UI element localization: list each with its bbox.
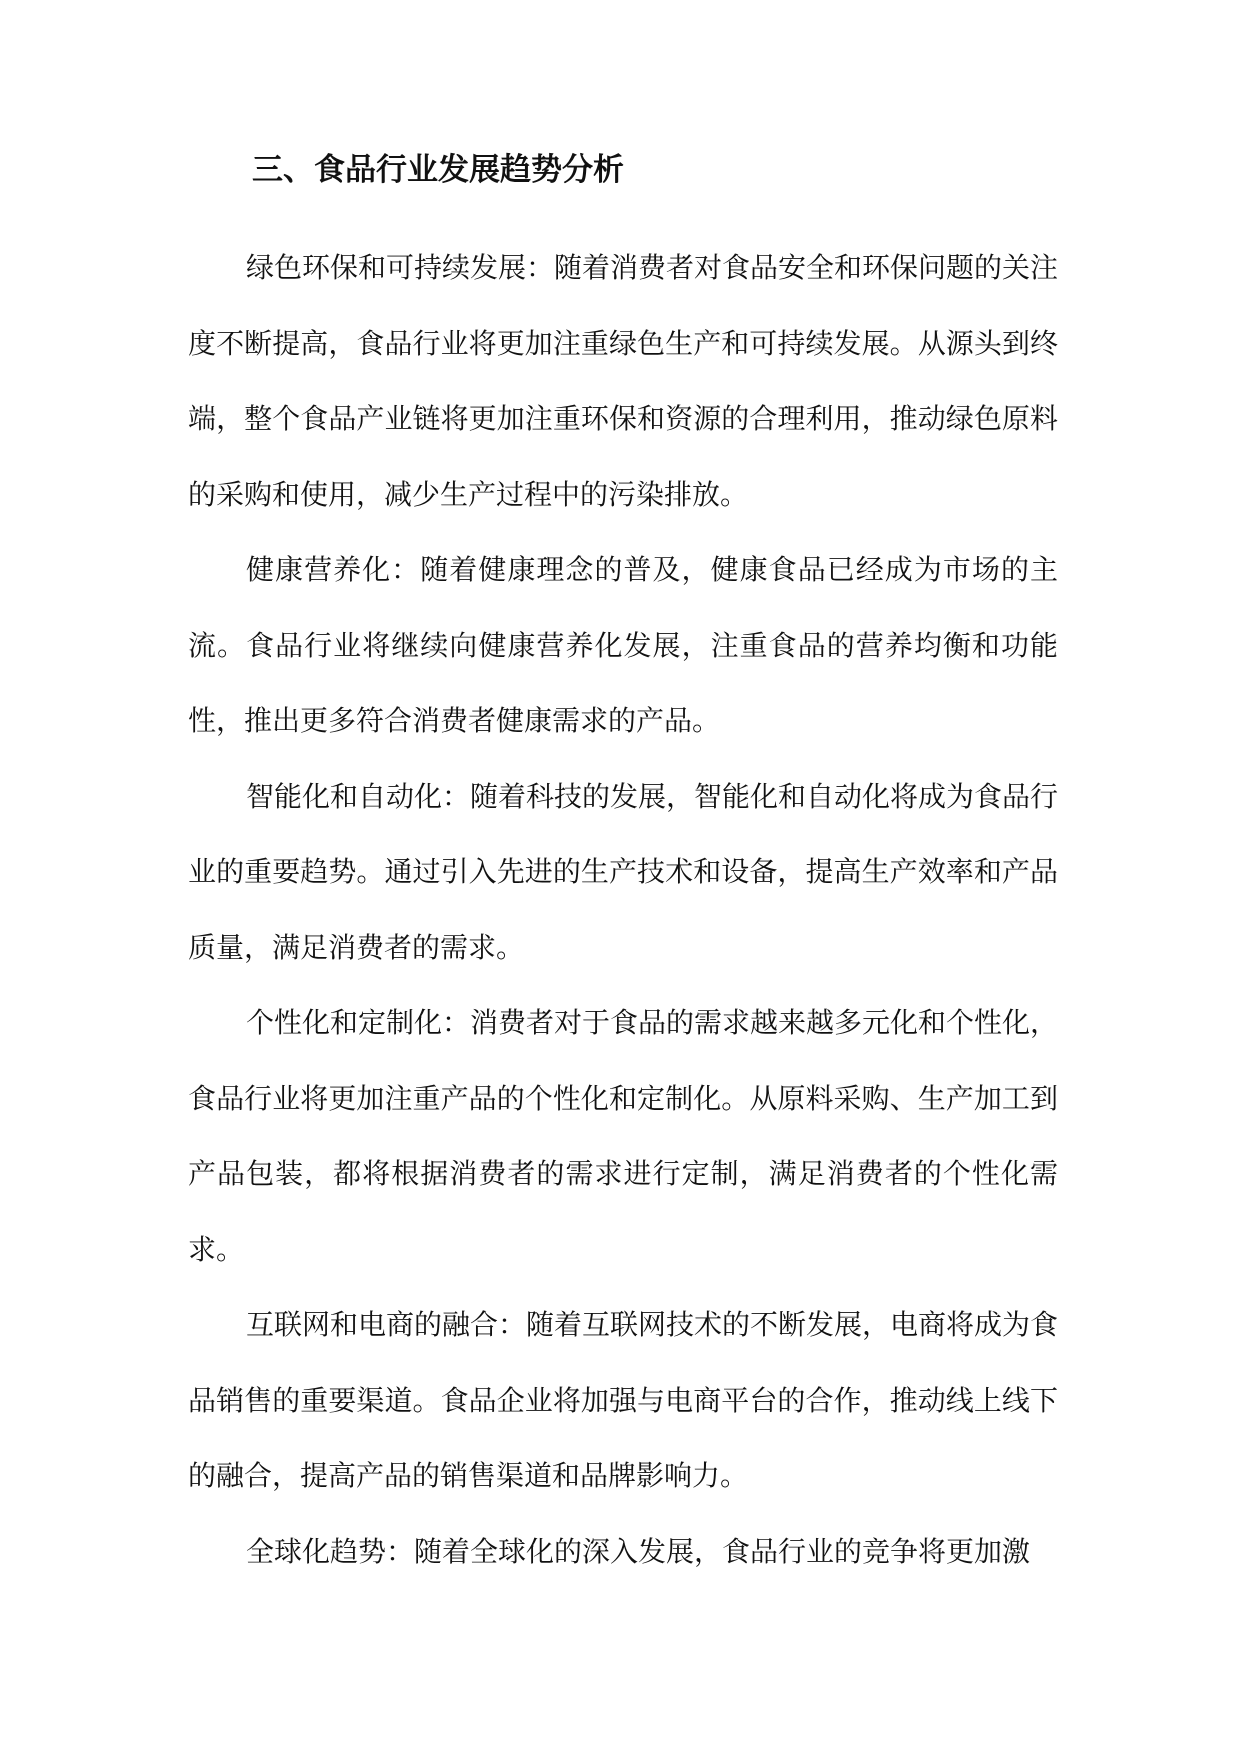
paragraph-personalization: 个性化和定制化：消费者对于食品的需求越来越多元化和个性化，食品行业将更加注重产品的个性化和定制化。从原料采购、生产加工到产品包装，都将根据消费者的需求进行定制，满足消费者的个性化需求。 (188, 1006, 1059, 1266)
paragraph-green-sustainability: 绿色环保和可持续发展：随着消费者对食品安全和环保问题的关注度不断提高，食品行业将更加注重绿色生产和可持续发展。从源头到终端，整个食品产业链将更加注重环保和资源的合理利用，推动绿色原料的采购和使用，减少生产过程中的污染排放。 (188, 251, 1059, 511)
paragraph-health-nutrition: 健康营养化：随着健康理念的普及，健康食品已经成为市场的主流。食品行业将继续向健康营养化发展，注重食品的营养均衡和功能性，推出更多符合消费者健康需求的产品。 (188, 553, 1058, 737)
section-title: 三、食品行业发展趋势分析 (252, 152, 624, 188)
paragraph-globalization: 全球化趋势：随着全球化的深入发展，食品行业的竞争将更加激 (246, 1534, 1031, 1568)
document-body (188, 230, 1058, 1589)
paragraph-internet-ecommerce: 互联网和电商的融合：随着互联网技术的不断发展，电商将成为食品销售的重要渠道。食品企业将加强与电商平台的合作，推动线上线下的融合，提高产品的销售渠道和品牌影响力。 (188, 1308, 1059, 1492)
paragraph-smart-automation: 智能化和自动化：随着科技的发展，智能化和自动化将成为食品行业的重要趋势。通过引入先进的生产技术和设备，提高生产效率和产品质量，满足消费者的需求。 (188, 779, 1059, 964)
